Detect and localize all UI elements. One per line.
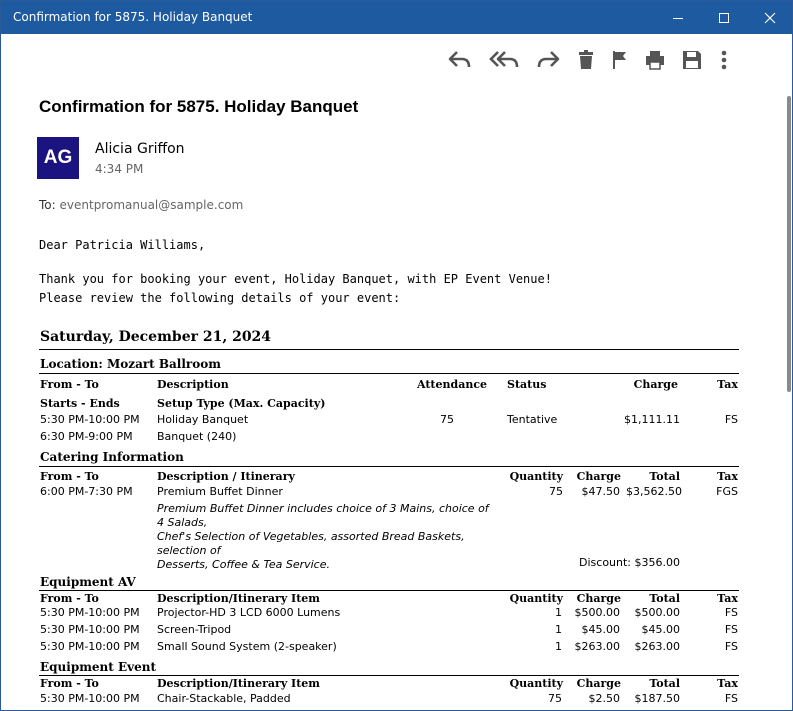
- col-header: Quantity: [509, 677, 563, 690]
- catering-charge: $47.50: [581, 485, 620, 498]
- event-date: Saturday, December 21, 2024: [40, 329, 272, 345]
- catering-total: $3,562.50: [626, 485, 682, 498]
- catering-time: 6:00 PM-7:30 PM: [40, 485, 133, 498]
- col-header: Charge: [576, 677, 621, 690]
- location-tax: FS: [724, 413, 738, 426]
- av-time: 5:30 PM-10:00 PM: [40, 606, 140, 619]
- more-options-button[interactable]: [709, 45, 739, 75]
- minimize-icon: [672, 12, 684, 24]
- divider: [39, 675, 739, 676]
- col-header: Quantity: [509, 592, 563, 605]
- col-header: Tax: [717, 592, 738, 605]
- av-tax: FS: [724, 623, 738, 636]
- equipment-av-title: Equipment AV: [40, 575, 136, 589]
- av-description: Screen-Tripod: [157, 623, 232, 636]
- av-description: Small Sound System (2-speaker): [157, 640, 337, 653]
- maximize-button[interactable]: [701, 1, 747, 34]
- setup-type: Banquet (240): [157, 430, 237, 443]
- vertical-scrollbar[interactable]: [787, 96, 791, 392]
- av-quantity: 1: [555, 606, 562, 619]
- col-header: Attendance: [417, 378, 488, 391]
- col-header: From - To: [40, 592, 99, 605]
- av-charge: $500.00: [574, 606, 620, 619]
- av-tax: FS: [724, 606, 738, 619]
- catering-quantity: 75: [549, 485, 563, 498]
- location-charge: $1,111.11: [624, 413, 680, 426]
- event-equipment-description: Chair-Stackable, Padded: [157, 692, 291, 705]
- catering-note: [157, 502, 497, 572]
- av-charge: $263.00: [574, 640, 620, 653]
- divider: [39, 590, 739, 591]
- av-time: 5:30 PM-10:00 PM: [40, 640, 140, 653]
- event-equipment-total: $187.50: [634, 692, 680, 705]
- catering-description: Premium Buffet Dinner: [157, 485, 283, 498]
- av-time: 5:30 PM-10:00 PM: [40, 623, 140, 636]
- delete-icon: [577, 49, 595, 71]
- col-header: Charge: [633, 378, 678, 391]
- title-bar: [1, 1, 793, 34]
- col-header: Description/Itinerary Item: [157, 677, 320, 690]
- col-header: From - To: [40, 677, 99, 690]
- av-total: $500.00: [634, 606, 680, 619]
- delete-button[interactable]: [571, 45, 601, 75]
- note-line: Premium Buffet Dinner includes choice of 3 Mains, choice of 4 Salads,: [157, 502, 489, 529]
- flag-icon: [611, 49, 629, 71]
- col-subheader: Starts - Ends: [40, 397, 120, 410]
- greeting: Dear Patricia Williams,: [39, 238, 206, 252]
- col-header: Total: [649, 592, 680, 605]
- location-attendance: 75: [440, 413, 454, 426]
- reply-button[interactable]: [445, 45, 475, 75]
- col-header: Charge: [576, 470, 621, 483]
- forward-icon: [535, 49, 561, 71]
- col-header: Tax: [717, 677, 738, 690]
- reply-all-button[interactable]: [487, 45, 523, 75]
- av-tax: FS: [724, 640, 738, 653]
- av-description: Projector-HD 3 LCD 6000 Lumens: [157, 606, 341, 619]
- col-header: Description / Itinerary: [157, 470, 295, 483]
- location-status: Tentative: [507, 413, 558, 426]
- location-description: Holiday Banquet: [157, 413, 249, 426]
- col-header: Total: [649, 470, 680, 483]
- col-header: Charge: [576, 592, 621, 605]
- col-header: From - To: [40, 470, 99, 483]
- close-icon: [764, 12, 776, 24]
- setup-time: 6:30 PM-9:00 PM: [40, 430, 133, 443]
- note-line: Desserts, Coffee & Tea Service.: [157, 558, 330, 571]
- note-line: Chef's Selection of Vegetables, assorted Bread Baskets, selection of: [157, 530, 465, 557]
- catering-tax: FGS: [716, 485, 738, 498]
- body-line: Thank you for booking your event, Holiday Banquet, with EP Event Venue!: [39, 272, 552, 286]
- av-total: $263.00: [634, 640, 680, 653]
- print-icon: [644, 49, 666, 71]
- recipient-address: eventpromanual@sample.com: [59, 198, 244, 212]
- col-subheader: Setup Type (Max. Capacity): [157, 397, 326, 410]
- catering-discount: Discount: $356.00: [579, 556, 680, 569]
- col-header: Status: [507, 378, 547, 391]
- event-equipment-time: 5:30 PM-10:00 PM: [40, 692, 140, 705]
- save-button[interactable]: [677, 45, 707, 75]
- print-button[interactable]: [640, 45, 670, 75]
- sender-name: Alicia Griffon: [95, 141, 185, 157]
- col-header: From - To: [40, 378, 99, 391]
- location-time: 5:30 PM-10:00 PM: [40, 413, 140, 426]
- equipment-event-title: Equipment Event: [40, 660, 157, 674]
- event-equipment-charge: $2.50: [588, 692, 620, 705]
- col-header: Description/Itinerary Item: [157, 592, 320, 605]
- event-equipment-tax: FS: [724, 692, 738, 705]
- divider: [39, 349, 739, 350]
- avatar: AG: [37, 137, 79, 179]
- forward-button[interactable]: [533, 45, 563, 75]
- flag-button[interactable]: [605, 45, 635, 75]
- divider: [39, 373, 739, 374]
- av-total: $45.00: [641, 623, 680, 636]
- close-button[interactable]: [747, 1, 793, 34]
- col-header: Total: [649, 677, 680, 690]
- divider: [39, 466, 739, 467]
- reply-icon: [447, 49, 473, 71]
- reply-all-icon: [489, 49, 521, 71]
- save-icon: [681, 49, 703, 71]
- av-charge: $45.00: [581, 623, 620, 636]
- av-quantity: 1: [555, 623, 562, 636]
- minimize-button[interactable]: [655, 1, 701, 34]
- col-header: Tax: [717, 378, 738, 391]
- col-header: Description: [157, 378, 229, 391]
- maximize-icon: [718, 12, 730, 24]
- location-title: Location: Mozart Ballroom: [40, 357, 221, 371]
- to-label: To:: [39, 198, 56, 212]
- window-title: Confirmation for 5875. Holiday Banquet: [13, 10, 253, 24]
- email-subject: Confirmation for 5875. Holiday Banquet: [39, 97, 359, 116]
- sent-time: 4:34 PM: [95, 162, 144, 176]
- catering-title: Catering Information: [40, 450, 184, 464]
- av-quantity: 1: [555, 640, 562, 653]
- body-line: Please review the following details of your event:: [39, 291, 401, 305]
- more-icon: [720, 49, 728, 71]
- recipient-line: [39, 198, 243, 212]
- col-header: Tax: [717, 470, 738, 483]
- col-header: Quantity: [509, 470, 563, 483]
- event-equipment-quantity: 75: [548, 692, 562, 705]
